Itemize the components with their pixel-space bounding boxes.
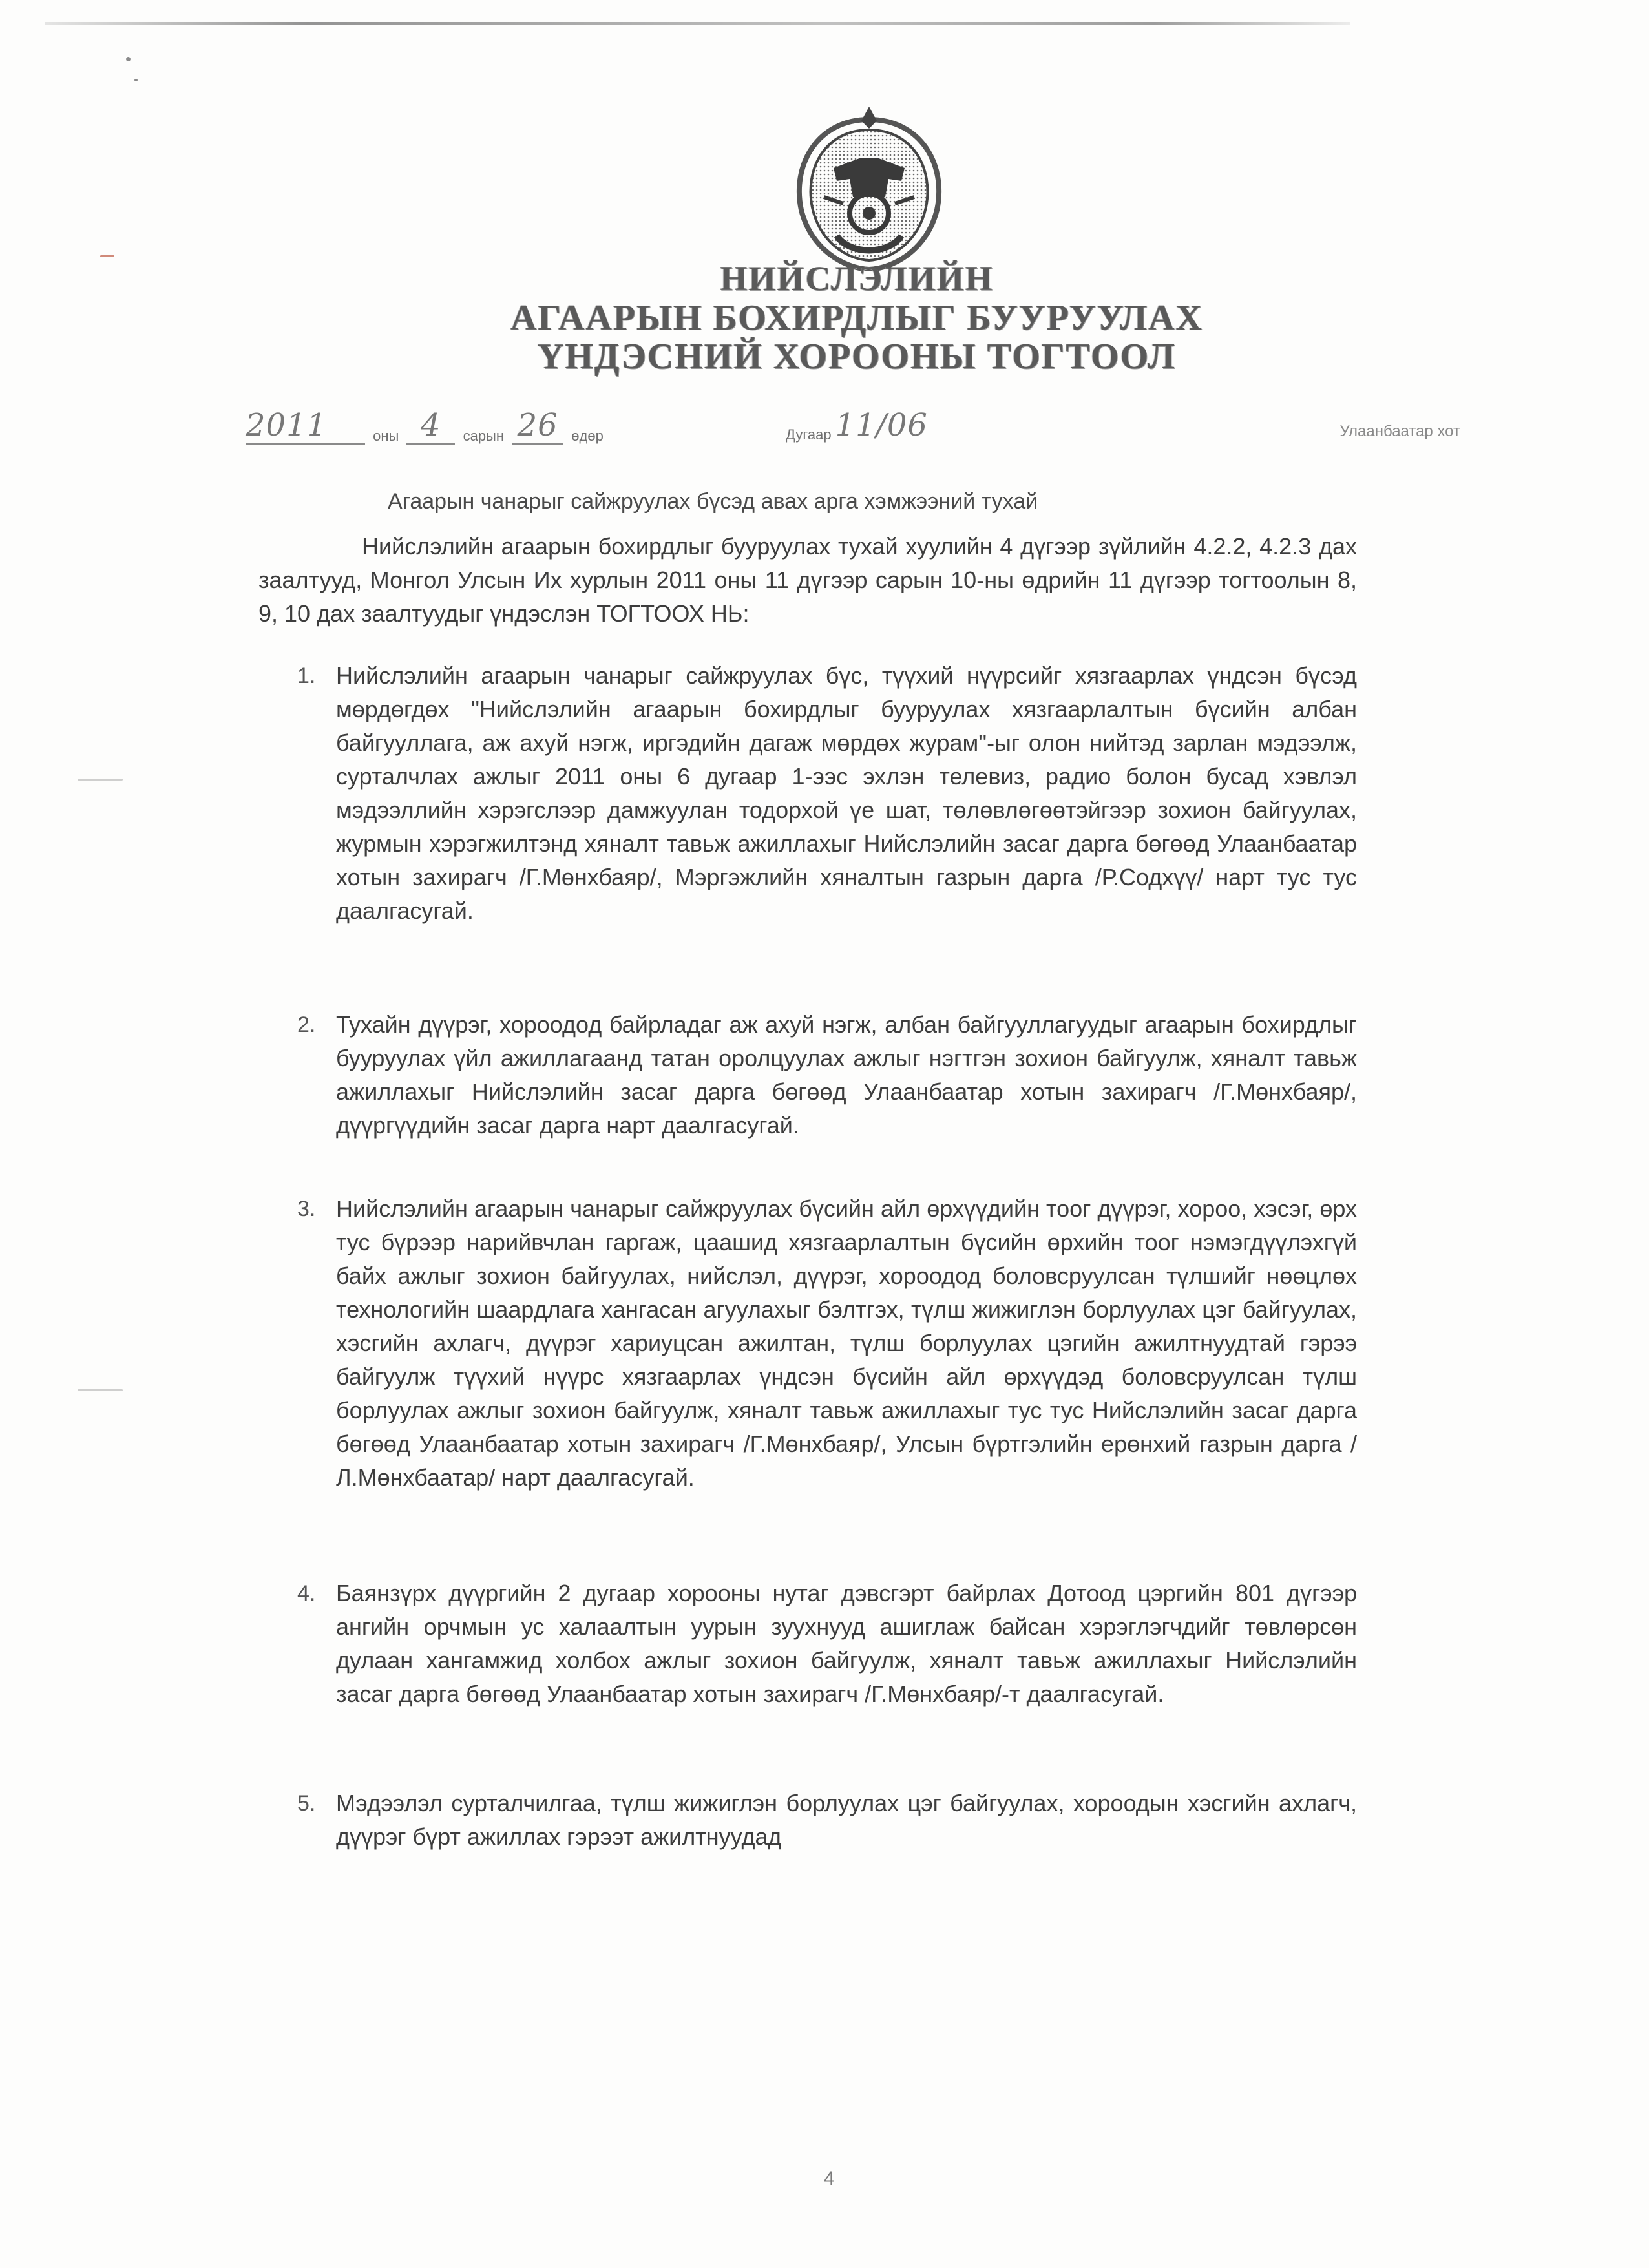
item-text: Мэдээлэл сурталчилгаа, түлш жижиглэн борлуулах цэг байгуулах, хороодын хэсгийн ахлагч, дүүрэг бүрт ажиллах гэрээт ажилтнуудад — [336, 1790, 1357, 1850]
scan-speck — [126, 57, 131, 61]
date-day-label: өдөр — [571, 428, 604, 444]
document-number-value: 11/06 — [835, 407, 928, 443]
header-title-line1: НИЙСЛЭЛИЙН — [720, 259, 994, 298]
page-bottom-mark: 4 — [824, 2168, 835, 2189]
state-emblem-icon — [772, 107, 966, 271]
date-month-label: сарын — [463, 428, 505, 444]
scan-edge-line — [45, 22, 1350, 25]
document-meta-row — [246, 407, 1460, 452]
date-year-label: оны — [373, 428, 399, 444]
header-title-line3: ҮНДЭСНИЙ ХОРООНЫ ТОГТООЛ — [537, 337, 1177, 377]
date-year: 2011 — [246, 407, 328, 443]
resolution-item — [297, 659, 1357, 928]
header-title-line2: АГААРЫН БОХИРДЛЫГ БУУРУУЛАХ — [510, 298, 1203, 338]
document-date — [246, 407, 607, 445]
item-number: 4. — [297, 1581, 316, 1606]
document-number-label: Дугаар — [786, 426, 832, 443]
item-number: 2. — [297, 1013, 316, 1037]
item-number: 3. — [297, 1197, 316, 1221]
scan-speck — [134, 79, 138, 81]
item-text: Нийслэлийн агаарын чанарыг сайжруулах бүс, түүхий нүүрсийг хязгаарлах үндсэн бүсэд мөрдөгдөх "Нийслэлийн агаарын бохирдлыг бууруулах хязгаарлалтын бүсийн албан байгууллага, аж ахуй нэгж, иргэдийн дагаж мөрдөх журам"-ыг олон нийтэд зарлан мэдээлж, сурталчлах ажлыг 2011 оны 6 дугаар 1-ээс эхлэн телевиз, радио болон бусад хэвлэл мэдээллийн хэрэгслээр дамжуулан тодорхой үе шат, төлөвлөгөөтэйгээр зохион байгуулах, журмын хэрэгжилтэнд хяналт тавьж ажиллахыг Нийслэлийн засаг дарга бөгөөд Улаанбаатар хотын захирагч /Г.Мөнхбаяр/, Мэргэжлийн хяналтын газрын дарга /Р.Содхүү/ нарт тус тус даалгасугай. — [336, 662, 1357, 924]
scan-speck — [100, 255, 114, 257]
document-place: Улаанбаатар хот — [1339, 423, 1460, 440]
document-subject: Агаарын чанарыг сайжруулах бүсэд авах арга хэмжээний тухай — [388, 489, 1038, 514]
item-number: 1. — [297, 664, 316, 688]
resolution-item — [297, 1577, 1357, 1711]
item-text: Тухайн дүүрэг, хороодод байрладаг аж ахуй нэгж, албан байгууллагуудыг агаарын бохирдлыг бууруулах үйл ажиллагаанд татан оролцуулах ажлыг нэгтгэн зохион байгуулж, хяналт тавьж ажиллахыг Нийслэлийн засаг дарга бөгөөд Улаанбаатар хотын захирагч /Г.Мөнхбаяр/, дүүргүүдийн засаг дарга нарт даалгасугай. — [336, 1011, 1357, 1139]
margin-mark — [78, 779, 123, 781]
item-text: Нийслэлийн агаарын чанарыг сайжруулах бүсийн айл өрхүүдийн тоог дүүрэг, хороо, хэсэг, өрх тус бүрээр нарийвчлан гаргаж, цаашид хязгаарлалтын бүсийн өрхийн тоог нэмэгдүүлэхгүй байх ажлыг зохион байгуулах, нийслэл, дүүрэг, хороодод боловсруулсан түлшийг нөөцлөх технологийн шаардлага хангасан агуулахыг бэлтгэх, түлш жижиглэн борлуулах цэг байгуулах, хэсгийн ахлагч, дүүрэг хариуцсан ажилтан, түлш борлуулах цэгийн ажилтнуудтай гэрээ байгуулж түүхий нүүрс хязгаарлах үндсэн бүсийн айл өрхүүдэд боловсруулсан түлш борлуулах ажлыг зохион байгуулж, хяналт тавьж ажиллахыг тус тус Нийслэлийн засаг дарга бөгөөд Улаанбаатар хотын захирагч /Г.Мөнхбаяр/, Улсын бүртгэлийн ерөнхий газрын дарга /Л.Мөнхбаатар/ нарт даалгасугай. — [336, 1195, 1357, 1491]
margin-mark — [78, 1389, 123, 1391]
item-text: Баянзүрх дүүргийн 2 дугаар хорооны нутаг дэвсгэрт байрлах Дотоод цэргийн 801 дүгээр ангийн орчмын ус халаалтын уурын зуухнууд ашиглаж байсан хэрэглэгчдийг төвлөрсөн дулаан хангамжид холбох ажлыг зохион байгуулж, хяналт тавьж ажиллахыг Нийслэлийн засаг дарга бөгөөд Улаанбаатар хотын захирагч /Г.Мөнхбаяр/-т даалгасугай. — [336, 1580, 1357, 1707]
date-day: 26 — [512, 407, 563, 445]
resolution-item — [297, 1008, 1357, 1142]
intro-paragraph: Нийслэлийн агаарын бохирдлыг бууруулах тухай хуулийн 4 дүгээр зүйлийн 4.2.2, 4.2.3 дах заалтууд, Монгол Улсын Их хурлын 2011 оны 11 дүгээр сарын 10-ны өдрийн 11 дүгээр тогтоолын 8, 9, 10 дах заалтуудыг үндэслэн ТОГТООХ НЬ: — [258, 533, 1357, 627]
document-number — [782, 407, 928, 443]
resolution-item — [297, 1192, 1357, 1495]
date-month: 4 — [406, 407, 455, 445]
resolution-item — [297, 1787, 1357, 1854]
item-number: 5. — [297, 1791, 316, 1816]
